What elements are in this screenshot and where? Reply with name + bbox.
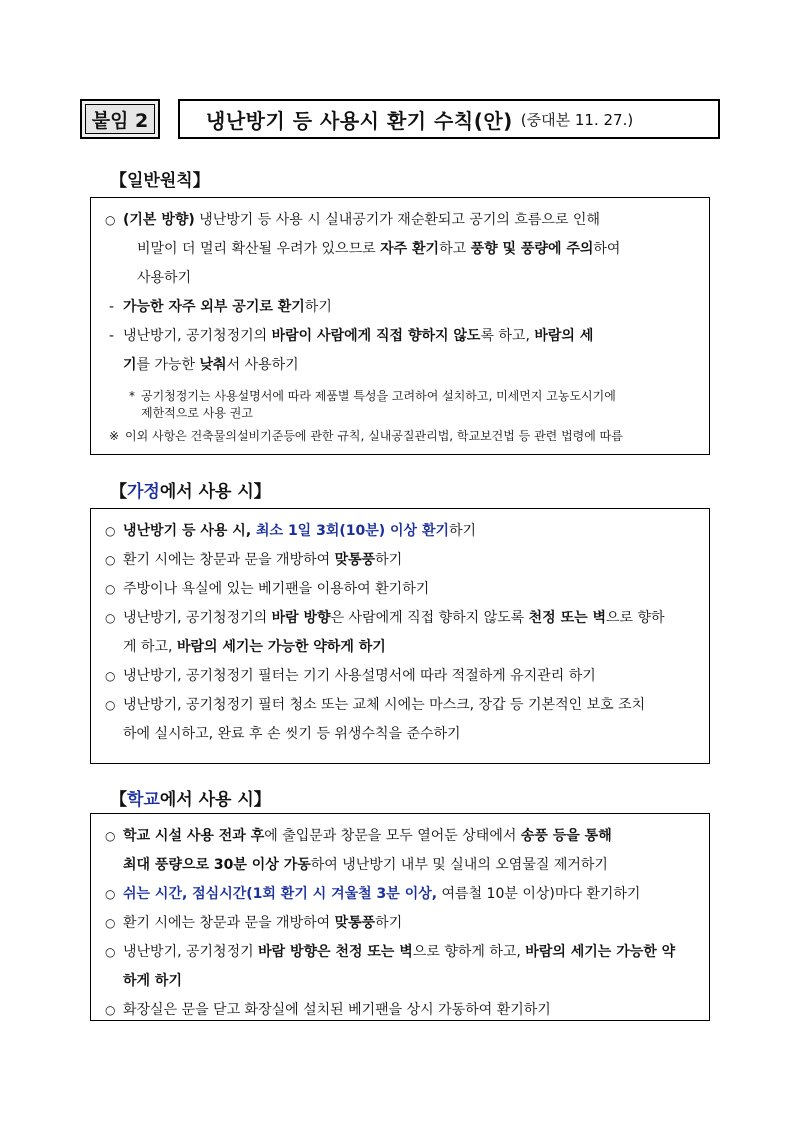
section-heading-general: 【일반원칙】 — [110, 171, 210, 191]
general-item-1-text-3: 하고 — [439, 241, 471, 257]
home-box — [90, 508, 710, 764]
school-item-4-text-1: 냉난방기, 공기청정기 — [123, 944, 259, 960]
school-item-1-bold-3: 최대 풍량으로 30분 이상 가동 — [123, 857, 311, 873]
home-item-6-line-1: 냉난방기, 공기청정기 필터 청소 또는 교체 시에는 마스크, 장갑 등 기본적인 보호 조치 — [123, 697, 646, 713]
home-item-4 — [105, 604, 695, 662]
home-item-6-line-2: 하에 실시하고, 완료 후 손 씻기 등 위생수칙을 준수하기 — [123, 726, 461, 742]
general-item-1-bold-2: 자주 환기 — [380, 241, 440, 257]
general-item-3-text-1: 냉난방기, 공기청정기의 — [123, 328, 272, 344]
section-heading-home — [110, 477, 271, 502]
school-item-1-text-2: 하여 냉난방기 내부 및 실내의 오염물질 제거하기 — [310, 857, 608, 873]
home-item-4-bold-3: 바람의 세기는 가능한 약하게 하기 — [176, 639, 386, 655]
attachment-tag-label: 붙임 2 — [85, 104, 155, 134]
general-footnote-line-2: 제한적으로 사용 권고 — [141, 406, 253, 420]
school-item-5: ○ 화장실은 문을 닫고 화장실에 설치된 베기팬을 상시 가동하여 환기하기 — [105, 996, 695, 1025]
general-item-1-text-2: 비말이 더 멀리 확산될 우려가 있으므로 — [137, 241, 381, 257]
section-heading-home-highlight: 가정 — [127, 482, 160, 502]
general-note: ※ 이외 사항은 건축물의설비기준등에 관한 규칙, 실내공질관리법, 학교보건법 등 관련 법령에 따름 — [105, 426, 695, 446]
school-item-2-text: 여름철 10분 이상)마다 환기하기 — [437, 886, 641, 902]
school-item-2 — [105, 880, 695, 909]
school-item-4 — [105, 938, 695, 996]
general-item-3-text-4: 서 사용하기 — [226, 357, 299, 373]
general-item-2 — [105, 293, 695, 322]
school-item-4-text-2: 으로 향하게 하고, — [412, 944, 526, 960]
page-subtitle: (중대본 11. 27.) — [520, 110, 634, 129]
general-item-3-bold-2: 바람의 세 — [534, 328, 594, 344]
home-item-3: ○ 주방이나 욕실에 있는 베기팬을 이용하여 환기하기 — [105, 575, 695, 604]
general-footnote-line-1: 공기청정기는 사용설명서에 따라 제품별 특성을 고려하여 설치하고, 미세먼지 고농도시기에 — [141, 389, 616, 403]
home-item-1 — [105, 517, 695, 546]
school-item-4-bold-3: 하게 하기 — [123, 973, 182, 989]
section-heading-school — [110, 785, 271, 810]
general-item-1-bold-3: 풍향 및 풍량에 주의 — [470, 241, 594, 257]
home-item-2-bold: 맞통풍 — [334, 552, 376, 568]
school-box — [90, 813, 710, 1021]
home-item-2 — [105, 546, 695, 575]
home-item-2-text-1: 환기 시에는 창문과 문을 개방하여 — [123, 552, 335, 568]
school-item-4-bold-1: 바람 방향은 천정 또는 벽 — [258, 944, 413, 960]
school-item-1-bold-1: 학교 시설 사용 전과 후 — [123, 828, 265, 844]
home-item-5: ○ 냉난방기, 공기청정기 필터는 기기 사용설명서에 따라 적절하게 유지관리 하기 — [105, 662, 695, 691]
title-box — [178, 99, 720, 139]
general-item-3-bold-4: 낮춰 — [199, 357, 227, 373]
general-item-1 — [105, 206, 695, 293]
general-item-3 — [105, 322, 695, 380]
home-item-1-highlight: 최소 1일 3회(10분) 이상 환기 — [256, 523, 449, 539]
school-item-2-highlight: 쉬는 시간, 점심시간(1회 환기 시 겨울철 3분 이상, — [123, 886, 438, 902]
home-item-1-text: 하기 — [449, 523, 477, 539]
school-item-4-bold-2: 바람의 세기는 가능한 약 — [525, 944, 676, 960]
section-heading-school-highlight: 학교 — [127, 790, 160, 810]
section-heading-home-pre: 【 — [110, 482, 127, 502]
general-item-3-text-2: 록 하고, — [480, 328, 535, 344]
general-item-2-bold: 가능한 자주 외부 공기로 환기 — [123, 299, 305, 315]
home-item-4-text-2: 은 사람에게 직접 향하지 않도록 — [330, 610, 529, 626]
home-item-6 — [105, 691, 695, 749]
general-item-1-text-4: 하여 — [593, 241, 621, 257]
home-item-2-text-2: 하기 — [375, 552, 403, 568]
attachment-tag — [80, 99, 160, 139]
section-heading-school-post: 에서 사용 시】 — [159, 790, 271, 810]
general-item-1-text-5: 사용하기 — [137, 270, 192, 286]
home-item-4-text-4: 게 하고, — [123, 639, 177, 655]
home-item-4-text-1: 냉난방기, 공기청정기의 — [123, 610, 272, 626]
general-item-1-text-1: 냉난방기 등 사용 시 실내공기가 재순환되고 공기의 흐름으로 인해 — [194, 212, 600, 228]
general-item-3-bold-3: 기 — [123, 357, 137, 373]
general-item-2-text: 하기 — [304, 299, 332, 315]
school-item-1 — [105, 822, 695, 880]
school-item-3-text-1: 환기 시에는 창문과 문을 개방하여 — [123, 915, 335, 931]
home-item-1-bold: 냉난방기 등 사용 시, — [123, 523, 257, 539]
general-box — [90, 197, 710, 455]
school-item-3-bold: 맞통풍 — [334, 915, 376, 931]
page-title: 냉난방기 등 사용시 환기 수칙(안) — [206, 108, 513, 133]
general-footnote — [105, 388, 695, 422]
general-item-1-bold-1: (기본 방향) — [123, 212, 195, 228]
school-item-1-text-1: 에 출입문과 창문을 모두 열어둔 상태에서 — [264, 828, 521, 844]
section-heading-school-pre: 【 — [110, 790, 127, 810]
school-item-3-text-2: 하기 — [375, 915, 403, 931]
general-item-3-text-3: 를 가능한 — [136, 357, 200, 373]
general-item-3-bold-1: 바람이 사람에게 직접 향하지 않도 — [271, 328, 481, 344]
section-heading-home-post: 에서 사용 시】 — [159, 482, 271, 502]
home-item-4-text-3: 으로 향하 — [606, 610, 665, 626]
home-item-4-bold-1: 바람 방향 — [271, 610, 331, 626]
home-item-4-bold-2: 천정 또는 벽 — [528, 610, 607, 626]
school-item-1-bold-2: 송풍 등을 통해 — [520, 828, 612, 844]
school-item-3 — [105, 909, 695, 938]
